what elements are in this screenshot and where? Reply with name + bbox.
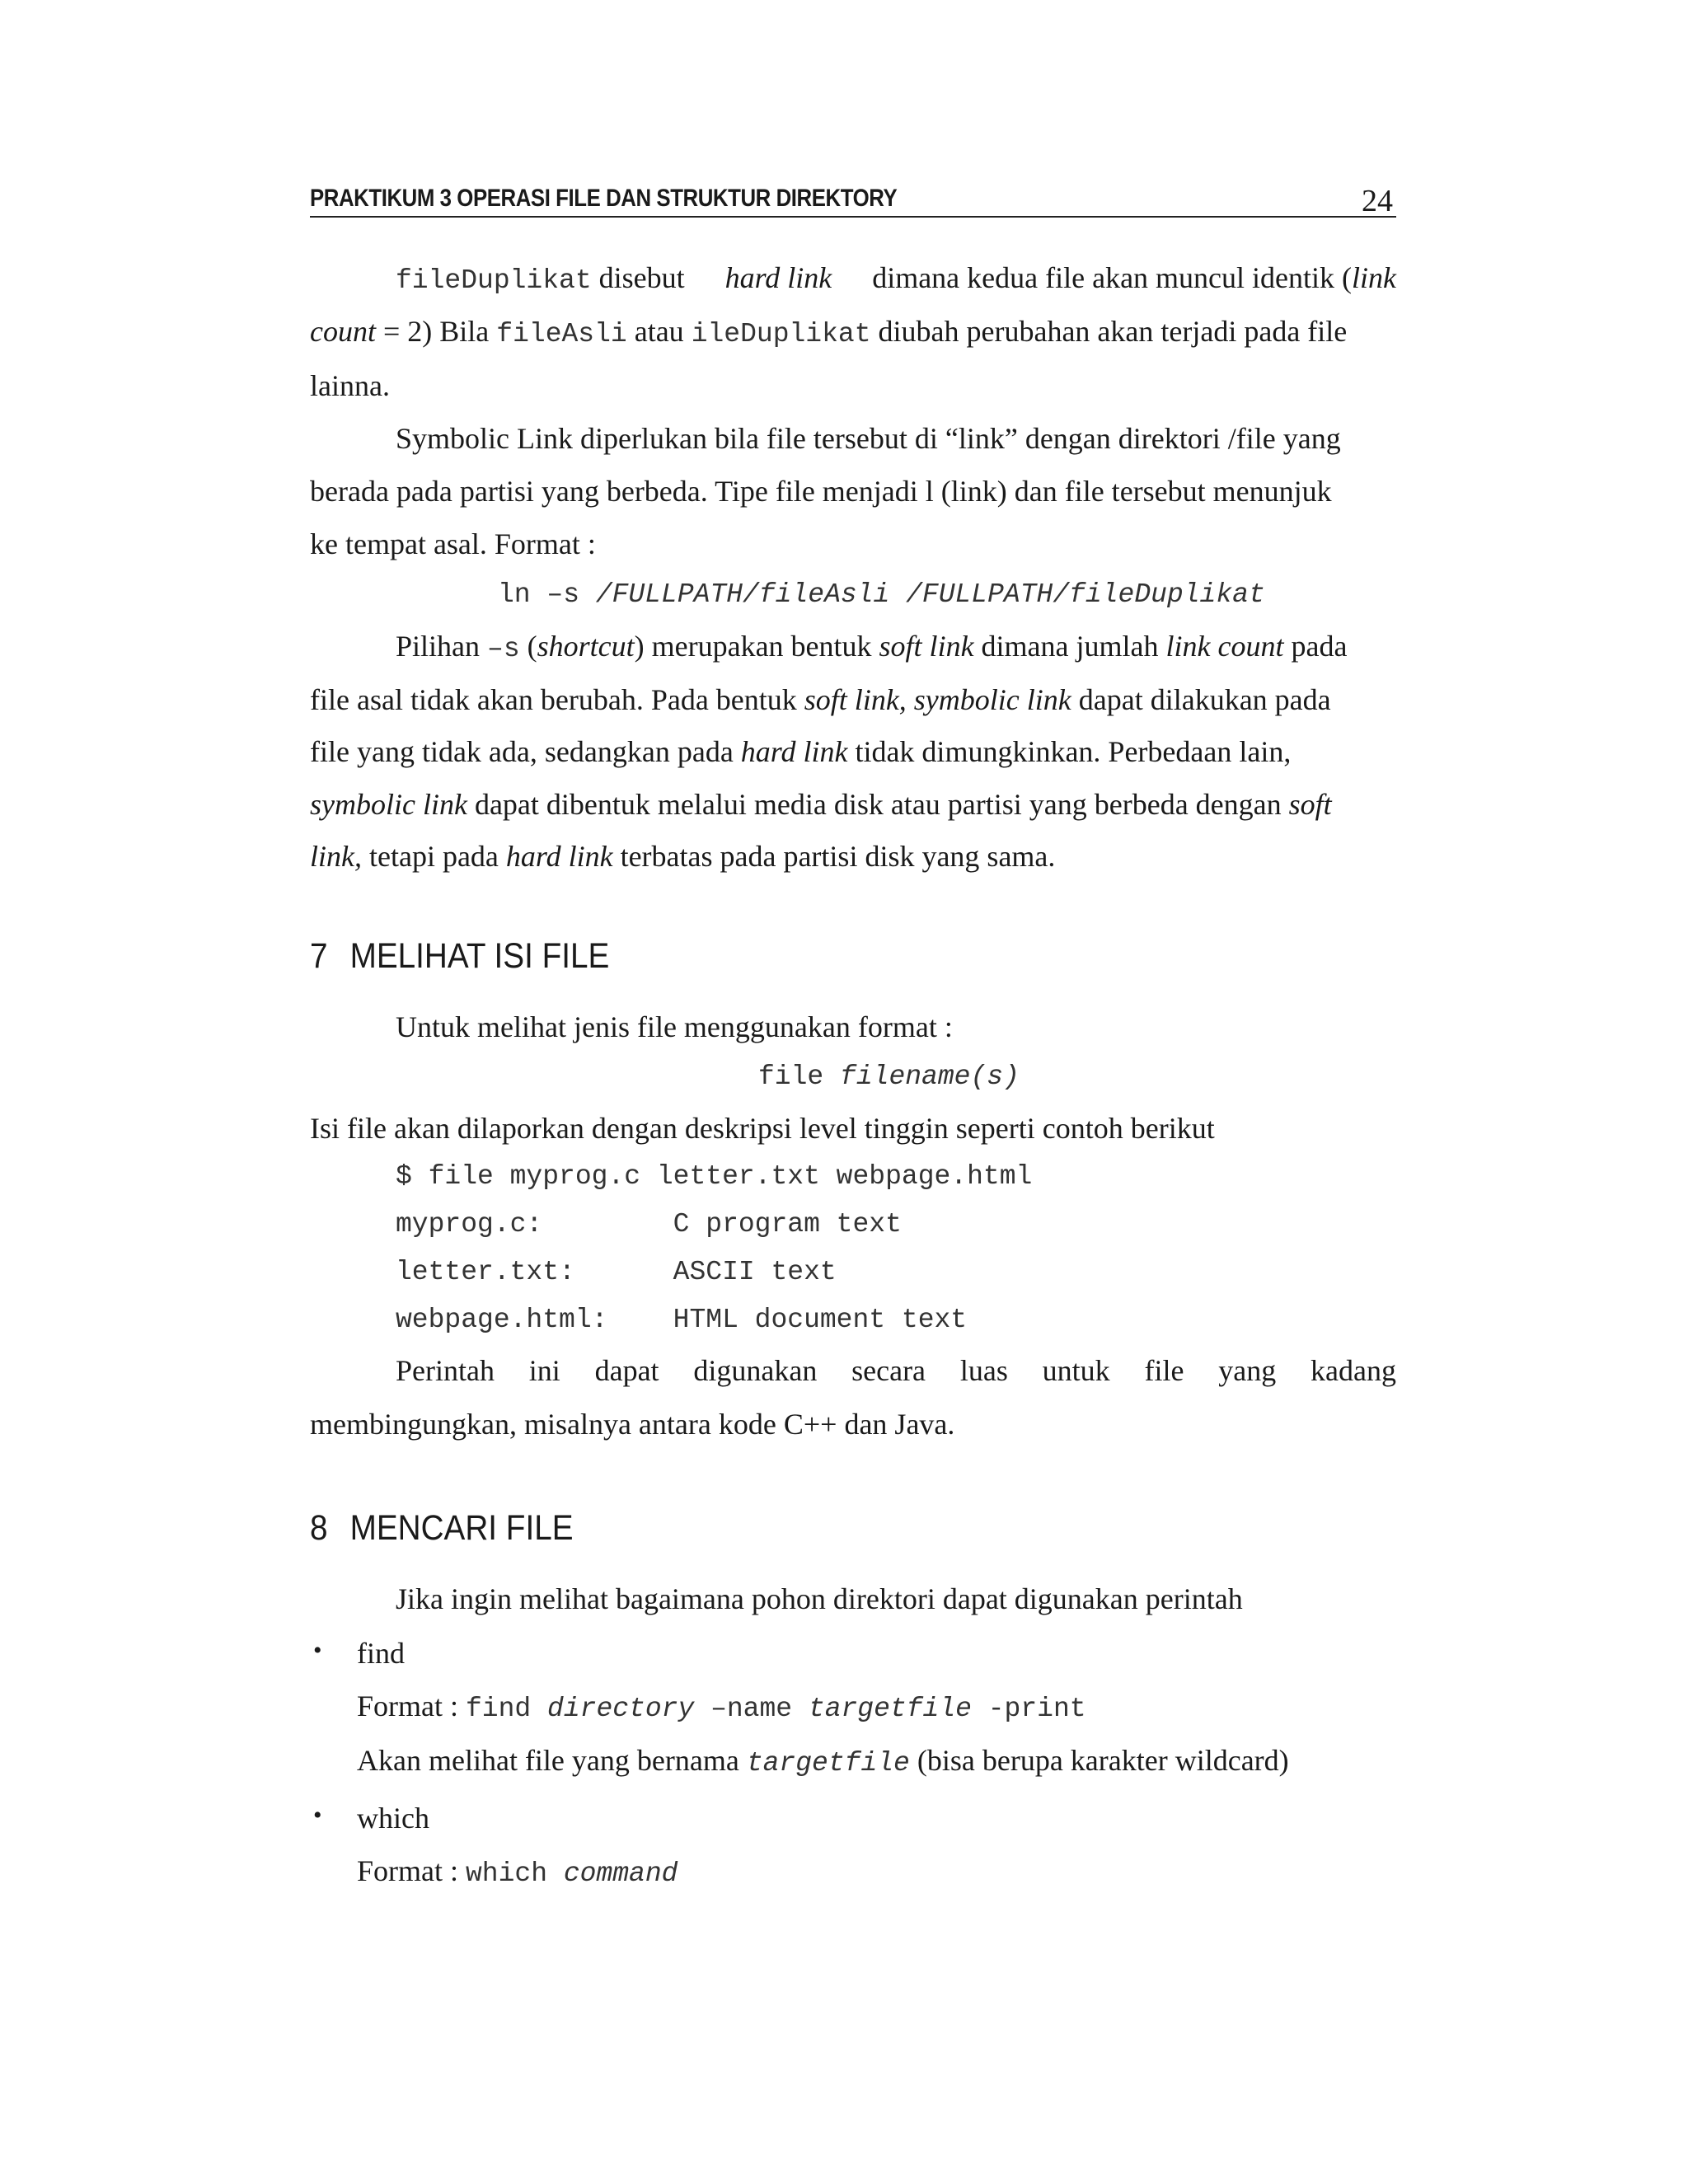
word: Perintah [396,1354,495,1387]
code-ln-command [498,577,1265,613]
section-title: MENCARI FILE [349,1508,574,1548]
italic-term: hard link [724,261,832,294]
paragraph-3-line-3 [310,733,1396,770]
text: dapat dilakukan pada [1071,683,1331,716]
paragraph-2-line-1: Symbolic Link diperlukan bila file tersebut di “link” dengan direktori /file yang [396,422,1341,455]
section-7-paragraph-line-1 [396,1352,1396,1389]
code-text: file [758,1062,841,1092]
inline-code: fileAsli [496,319,627,349]
page-header [310,181,1396,218]
word: kadang [1311,1354,1396,1387]
example-line: myprog.c: C program text [396,1209,902,1240]
section-number: 8 [310,1508,328,1548]
paragraph-3-line-5 [310,838,1396,874]
text: tidak dimungkinkan. Perbedaan lain, [847,735,1292,768]
code-args: filename(s) [840,1062,1020,1092]
inline-code: fileDuplikat [396,265,592,296]
paragraph-1-line-1 [396,260,1396,299]
italic-term: link [1352,261,1396,294]
text: atau [626,315,692,348]
section-number: 7 [310,936,328,976]
text: (bisa berupa karakter wildcard) [909,1744,1289,1777]
code-text: -print [971,1694,1086,1724]
italic-term: count [310,315,376,348]
code-text: –name [694,1694,809,1724]
word: yang [1218,1354,1277,1387]
code-args: /FULLPATH/fileAsli /FULLPATH/fileDuplikat [595,579,1265,610]
text: Akan melihat file yang bernama [357,1744,747,1777]
code-file-command [758,1059,1020,1095]
section-7-intro: Untuk melihat jenis file menggunakan format : [396,1010,953,1043]
text: ) merupakan bentuk [634,630,879,663]
paragraph-1-line-3: lainna. [310,369,390,402]
text: Pilihan [396,630,488,663]
bullet-icon: • [313,1802,322,1829]
text: tetapi pada [361,840,506,873]
code-arg: directory [547,1694,695,1724]
which-label: which [357,1802,429,1835]
paragraph-3-line-4 [310,786,1396,823]
word: secara [851,1354,926,1387]
word: luas [959,1354,1008,1387]
find-description [357,1742,1396,1782]
italic-term: link count [1165,630,1284,663]
word: dapat [594,1354,659,1387]
italic-term: shortcut [537,630,635,663]
paragraph-2-line-2: berada pada partisi yang berbeda. Tipe file menjadi l (link) dan file tersebut menunjuk [310,475,1332,508]
find-format [357,1688,1396,1727]
code-text: which [466,1858,564,1889]
text: file yang tidak ada, sedangkan pada [310,735,741,768]
text: dimana jumlah [973,630,1166,663]
bullet-icon: • [313,1637,322,1664]
paragraph-3-line-2 [310,682,1396,718]
word: digunakan [693,1354,818,1387]
text: disebut [598,261,685,294]
text: = 2) Bila [375,315,497,348]
italic-term: hard link [505,840,613,873]
section-8-heading [310,1508,574,1549]
inline-code: targetfile [746,1748,910,1779]
example-line: webpage.html: HTML document text [396,1305,968,1335]
example-line: letter.txt: ASCII text [396,1257,837,1287]
italic-term: soft link [879,630,974,663]
page-number: 24 [1362,184,1393,218]
text: pada [1283,630,1348,663]
text: file asal tidak akan berubah. Pada bentuk [310,683,804,716]
section-7-paragraph-line-2: membingungkan, misalnya antara kode C++ dan Java. [310,1408,955,1441]
section-7-description: Isi file akan dilaporkan dengan deskripsi level tinggin seperti contoh berikut [310,1112,1215,1145]
text: dapat dibentuk melalui media disk atau partisi yang berbeda dengan [467,788,1289,821]
word: ini [528,1354,560,1387]
text: ( [519,630,537,663]
italic-term: soft [1288,788,1332,821]
text: terbatas pada partisi disk yang sama. [612,840,1056,873]
paragraph-2-line-3: ke tempat asal. Format : [310,527,596,560]
inline-code: –s [487,634,520,664]
word: untuk [1042,1354,1110,1387]
text: diubah perubahan akan terjadi pada file [870,315,1348,348]
format-label: Format : [357,1854,466,1887]
italic-term: link, [310,840,362,873]
section-7-heading [310,936,609,977]
code-text: ln –s [498,579,596,610]
example-line: $ file myprog.c letter.txt webpage.html [396,1161,1033,1192]
code-text: find [466,1694,548,1724]
code-arg: command [563,1858,678,1889]
section-8-intro: Jika ingin melihat bagaimana pohon direktori dapat digunakan perintah [396,1582,1243,1615]
which-format [357,1853,1396,1892]
inline-code: ileDuplikat [691,319,871,349]
italic-term: hard link [740,735,848,768]
italic-term: symbolic link [310,788,467,821]
word: file [1144,1354,1184,1387]
code-arg: targetfile [808,1694,972,1724]
find-label: find [357,1637,405,1670]
italic-term: soft link, symbolic link [804,683,1071,716]
format-label: Format : [357,1690,466,1722]
paragraph-3-line-1 [396,628,1396,668]
text: dimana kedua file akan muncul identik ( [872,261,1353,294]
header-title: PRAKTIKUM 3 OPERASI FILE DAN STRUKTUR DIREKTORY [310,185,898,212]
paragraph-1-line-2 [310,313,1396,353]
section-title: MELIHAT ISI FILE [349,936,610,976]
